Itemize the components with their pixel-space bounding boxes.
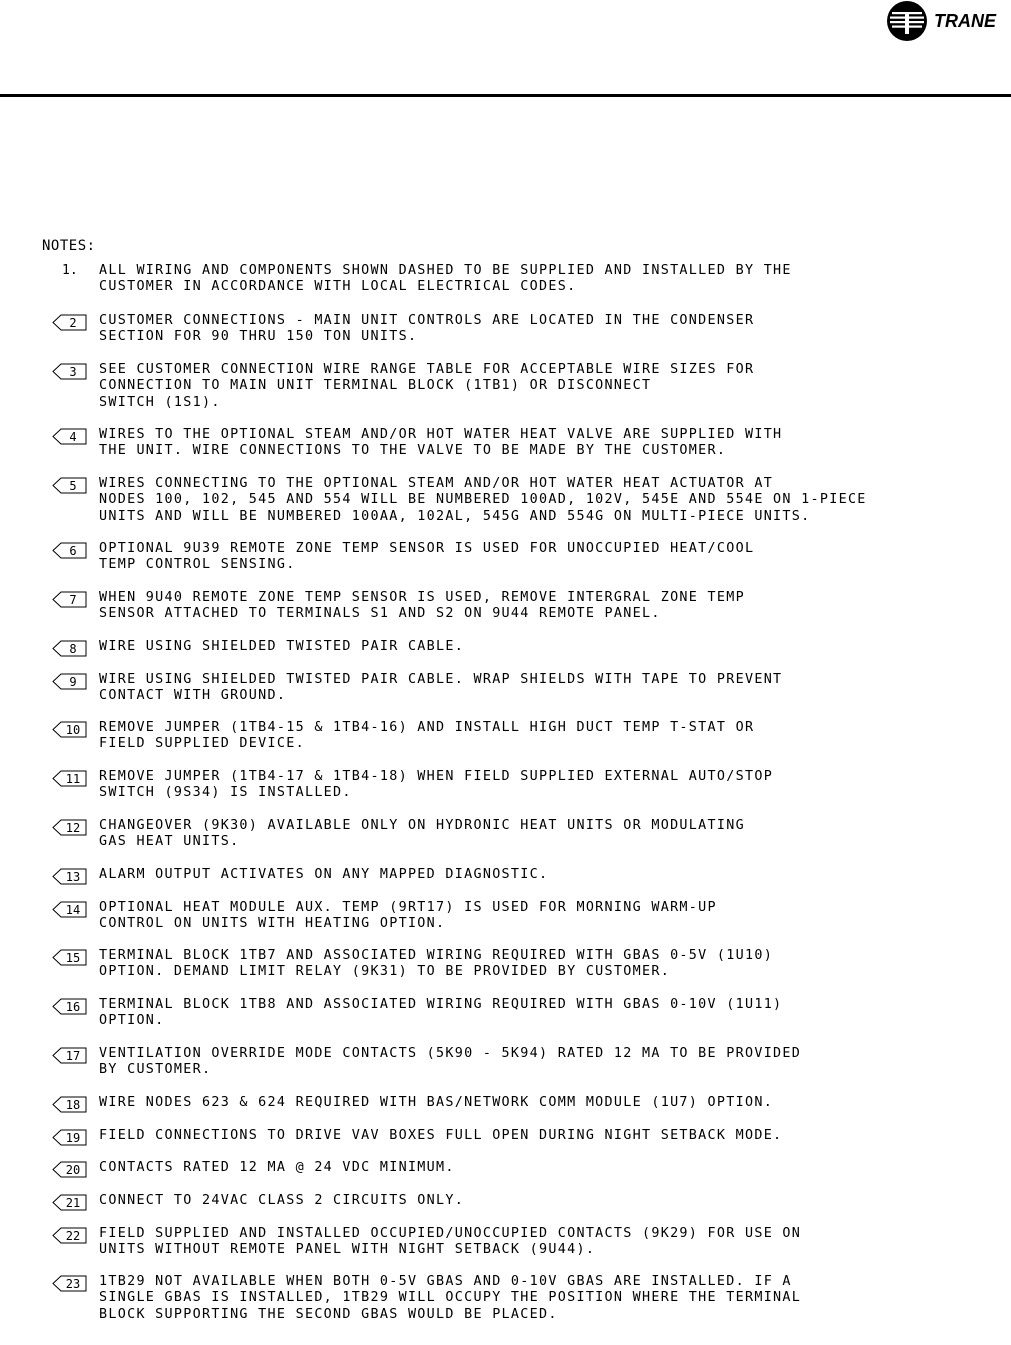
note-flag-icon bbox=[52, 591, 87, 608]
note-text: WIRE USING SHIELDED TWISTED PAIR CABLE. bbox=[99, 639, 465, 654]
note-text: REMOVE JUMPER (1TB4-17 & 1TB4-18) WHEN FIELD SUPPLIED EXTERNAL AUTO/STOP SWITCH (9S34) IS INSTALLED. bbox=[99, 769, 774, 801]
note-number: 8 bbox=[69, 642, 77, 656]
note-text: TERMINAL BLOCK 1TB7 AND ASSOCIATED WIRING REQUIRED WITH GBAS 0-5V (1U10) OPTION. DEMAND LIMIT RELAY (9K31) TO BE PROVIDED BY CUSTOMER. bbox=[99, 948, 774, 980]
note-text: FIELD SUPPLIED AND INSTALLED OCCUPIED/UNOCCUPIED CONTACTS (9K29) FOR USE ON UNITS WITHOUT REMOTE PANEL WITH NIGHT SETBACK (9U44). bbox=[99, 1226, 802, 1258]
note-flag-icon bbox=[52, 673, 87, 690]
note-flag-icon bbox=[52, 819, 87, 836]
note-number: 9 bbox=[69, 675, 77, 689]
note-text: WIRE NODES 623 & 624 REQUIRED WITH BAS/NETWORK COMM MODULE (1U7) OPTION. bbox=[99, 1095, 774, 1110]
note-number: 23 bbox=[65, 1277, 81, 1291]
note-number: 15 bbox=[65, 951, 81, 965]
note-flag-icon bbox=[52, 1129, 87, 1146]
note-flag-icon bbox=[52, 314, 87, 331]
note-flag-icon bbox=[52, 264, 87, 281]
note-text: TERMINAL BLOCK 1TB8 AND ASSOCIATED WIRING REQUIRED WITH GBAS 0-10V (1U11) OPTION. bbox=[99, 997, 783, 1029]
note-text: WIRES CONNECTING TO THE OPTIONAL STEAM AND/OR HOT WATER HEAT ACTUATOR AT NODES 100, 102, 545 AND 554 WILL BE NUMBERED 100AD, 102V, 545E AND 554E ON 1-PIECE UNITS AND WILL BE NUMBERED 100AA, 102AL, 545G AND 554G ON MULTI-PIECE UNITS. bbox=[99, 476, 867, 524]
note-flag-icon bbox=[52, 1194, 87, 1211]
note-number: 19 bbox=[65, 1131, 81, 1145]
note-number: 21 bbox=[65, 1196, 81, 1210]
note-flag-icon bbox=[52, 770, 87, 787]
note-flag-icon bbox=[52, 428, 87, 445]
note-number: 17 bbox=[65, 1049, 81, 1063]
brand-name: TRANE bbox=[934, 11, 996, 31]
note-text: CHANGEOVER (9K30) AVAILABLE ONLY ON HYDRONIC HEAT UNITS OR MODULATING GAS HEAT UNITS. bbox=[99, 818, 745, 850]
note-number: 10 bbox=[65, 723, 81, 737]
note-text: WHEN 9U40 REMOTE ZONE TEMP SENSOR IS USED, REMOVE INTERGRAL ZONE TEMP SENSOR ATTACHED TO TERMINALS S1 AND S2 ON 9U44 REMOTE PANEL. bbox=[99, 590, 745, 622]
note-number: 11 bbox=[65, 772, 81, 786]
note-number: 4 bbox=[69, 430, 77, 444]
notes-heading: NOTES: bbox=[42, 238, 96, 254]
note-text: ALARM OUTPUT ACTIVATES ON ANY MAPPED DIAGNOSTIC. bbox=[99, 867, 549, 882]
note-number: 14 bbox=[65, 903, 81, 917]
note-flag-icon bbox=[52, 363, 87, 380]
note-text: VENTILATION OVERRIDE MODE CONTACTS (5K90 - 5K94) RATED 12 MA TO BE PROVIDED BY CUSTOMER. bbox=[99, 1046, 802, 1078]
note-text: CONTACTS RATED 12 MA @ 24 VDC MINIMUM. bbox=[99, 1160, 455, 1175]
note-text: ALL WIRING AND COMPONENTS SHOWN DASHED TO BE SUPPLIED AND INSTALLED BY THE CUSTOMER IN ACCORDANCE WITH LOCAL ELECTRICAL CODES. bbox=[99, 263, 792, 295]
note-flag-icon bbox=[52, 721, 87, 738]
note-text: REMOVE JUMPER (1TB4-15 & 1TB4-16) AND INSTALL HIGH DUCT TEMP T-STAT OR FIELD SUPPLIED DEVICE. bbox=[99, 720, 755, 752]
note-flag-icon bbox=[52, 868, 87, 885]
note-number: 12 bbox=[65, 821, 81, 835]
note-flag-icon bbox=[52, 901, 87, 918]
note-text: WIRES TO THE OPTIONAL STEAM AND/OR HOT WATER HEAT VALVE ARE SUPPLIED WITH THE UNIT. WIRE CONNECTIONS TO THE VALVE TO BE MADE BY THE CUSTOMER. bbox=[99, 427, 783, 459]
note-number: 18 bbox=[65, 1098, 81, 1112]
note-flag-icon bbox=[52, 1047, 87, 1064]
note-flag-icon bbox=[52, 542, 87, 559]
note-text: WIRE USING SHIELDED TWISTED PAIR CABLE. WRAP SHIELDS WITH TAPE TO PREVENT CONTACT WITH GROUND. bbox=[99, 672, 783, 704]
note-text: OPTIONAL 9U39 REMOTE ZONE TEMP SENSOR IS USED FOR UNOCCUPIED HEAT/COOL TEMP CONTROL SENSING. bbox=[99, 541, 755, 573]
note-text: CUSTOMER CONNECTIONS - MAIN UNIT CONTROLS ARE LOCATED IN THE CONDENSER SECTION FOR 90 THRU 150 TON UNITS. bbox=[99, 313, 755, 345]
note-number: 3 bbox=[69, 365, 77, 379]
note-text: FIELD CONNECTIONS TO DRIVE VAV BOXES FULL OPEN DURING NIGHT SETBACK MODE. bbox=[99, 1128, 783, 1143]
note-number: 7 bbox=[69, 593, 77, 607]
note-number: 13 bbox=[65, 870, 81, 884]
note-number: 16 bbox=[65, 1000, 81, 1014]
note-text: 1TB29 NOT AVAILABLE WHEN BOTH 0-5V GBAS AND 0-10V GBAS ARE INSTALLED. IF A SINGLE GBAS IS INSTALLED, 1TB29 WILL OCCUPY THE POSITION WHERE THE TERMINAL BLOCK SUPPORTING THE SECOND GBAS WOULD BE PLACED. bbox=[99, 1274, 802, 1322]
note-text: CONNECT TO 24VAC CLASS 2 CIRCUITS ONLY. bbox=[99, 1193, 465, 1208]
note-flag-icon bbox=[52, 998, 87, 1015]
note-flag-icon bbox=[52, 1161, 87, 1178]
note-flag-icon bbox=[52, 1227, 87, 1244]
note-text: SEE CUSTOMER CONNECTION WIRE RANGE TABLE FOR ACCEPTABLE WIRE SIZES FOR CONNECTION TO MAIN UNIT TERMINAL BLOCK (1TB1) OR DISCONNECT SWITCH (1S1). bbox=[99, 362, 755, 410]
note-number: 1. bbox=[62, 263, 78, 278]
note-flag-icon bbox=[52, 477, 87, 494]
note-flag-icon bbox=[52, 1275, 87, 1292]
note-number: 2 bbox=[69, 316, 77, 330]
note-flag-icon bbox=[52, 949, 87, 966]
note-number: 6 bbox=[69, 544, 77, 558]
note-flag-icon bbox=[52, 640, 87, 657]
note-flag-icon bbox=[52, 1096, 87, 1113]
note-number: 5 bbox=[69, 479, 77, 493]
note-number: 20 bbox=[65, 1163, 81, 1177]
note-number: 22 bbox=[65, 1229, 81, 1243]
note-text: OPTIONAL HEAT MODULE AUX. TEMP (9RT17) IS USED FOR MORNING WARM-UP CONTROL ON UNITS WITH HEATING OPTION. bbox=[99, 900, 717, 932]
